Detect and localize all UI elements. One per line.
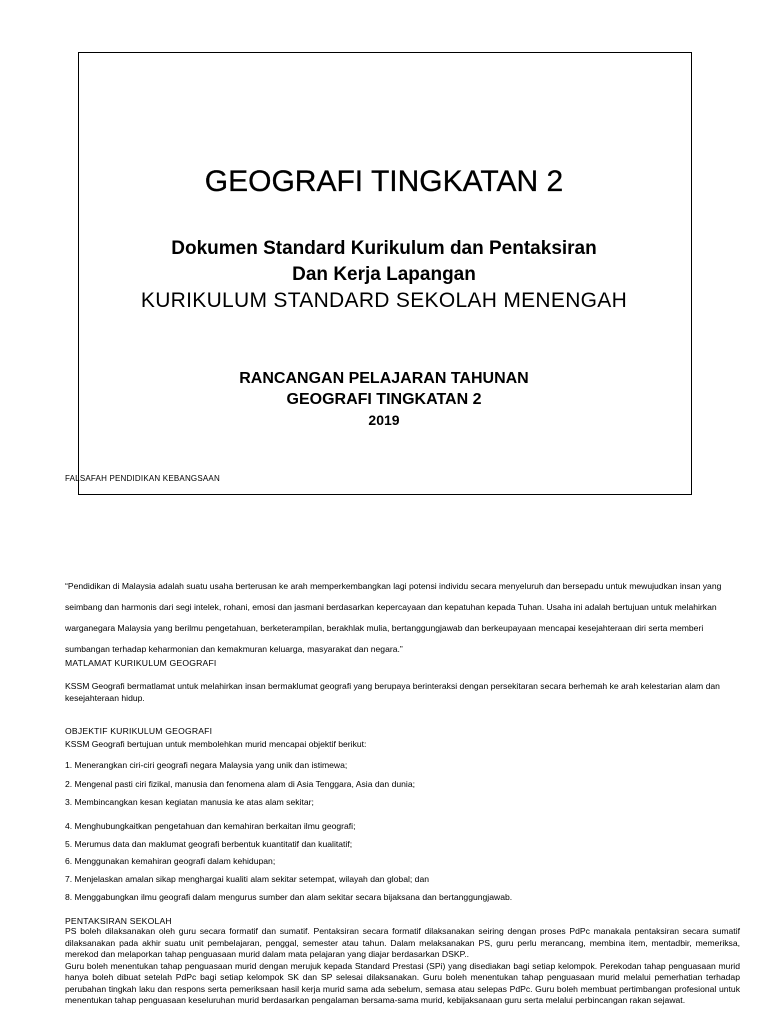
cover-subtitle-line3: KURIKULUM STANDARD SEKOLAH MENENGAH	[140, 289, 628, 312]
cover-subtitle-line2: Dan Kerja Lapangan	[292, 264, 476, 285]
matlamat-heading: MATLAMAT KURIKULUM GEOGRAFI	[65, 658, 217, 668]
falsafah-heading: FALSAFAH PENDIDIKAN KEBANGSAAN	[65, 474, 220, 483]
pentaksiran-heading: PENTAKSIRAN SEKOLAH	[65, 916, 172, 926]
objektif-item: 4. Menghubungkaitkan pengetahuan dan kemahiran berkaitan ilmu geografi;	[65, 821, 356, 831]
objektif-item: 2. Mengenal pasti ciri fizikal, manusia dan fenomena alam di Asia Tenggara, Asia dan dunia;	[65, 779, 416, 789]
cover-subtitle-line1: Dokumen Standard Kurikulum dan Pentaksiran	[171, 238, 597, 259]
cover-title: GEOGRAFI TINGKATAN 2	[204, 165, 564, 198]
objektif-item: 8. Menggabungkan ilmu geografi dalam mengurus sumber dan alam sekitar secara bijaksana dan bertanggungjawab.	[65, 892, 513, 902]
objektif-intro: KSSM Geografi bertujuan untuk membolehkan murid mencapai objektif berikut:	[65, 739, 367, 749]
pentaksiran-para1: PS boleh dilaksanakan oleh guru secara formatif dan sumatif. Pentaksiran secara formatif dilaksanakan seiring dengan proses PdPc manakala pentaksiran secara sumatif dilaksanakan pada akhir suatu unit pembelajaran, penggal, semester atau tahun. Dalam melaksanakan PS, guru perlu merancang, membina item, mentadbir, memeriksa, merekod dan melaporkan tahap penguasaan murid dalam mata pelajaran yang diajar berdasarkan DSKP..	[65, 926, 740, 959]
matlamat-text: KSSM Geografi bermatlamat untuk melahirkan insan bermaklumat geografi yang berupaya berinteraksi dengan persekitaran secara berhemah ke arah kelestarian alam dan kesejahteraan hidup.	[65, 681, 720, 703]
falsafah-text: “Pendidikan di Malaysia adalah suatu usaha berterusan ke arah memperkembangkan lagi potensi individu secara menyeluruh dan bersepadu untuk mewujudkan insan yang seimbang dan harmonis dari segi intelek, rohani, emosi dan jasmani berdasarkan kepercayaan dan kepatuhan kepada Tuhan. Usaha ini adalah bertujuan untuk melahirkan warganegara Malaysia yang berilmu pengetahuan, berketerampilan, berakhlak mulia, bertanggungjawab dan berkeupayaan mencapai kesejahteraan diri serta memberi sumbangan terhadap keharmonian dan kemakmuran keluarga, masyarakat dan negara.”	[65, 581, 722, 654]
pentaksiran-para2: Guru boleh menentukan tahap penguasaan murid dengan merujuk kepada Standard Prestasi (SPi) yang disediakan bagi setiap kelompok. Perekodan tahap penguasaan murid hanya boleh dibuat setelah PdPc bagi setiap kelompok SK dan SP selesai dilaksanakan. Guru boleh menentukan tahap penguasaan murid melalui pemerhatian terhadap perubahan tingkah laku dan respons serta pemeriksaan hasil kerja murid sama ada sebelum, semasa atau selepas PdPc. Guru boleh membuat pertimbangan profesional untuk menentukan tahap penguasaan keseluruhan murid berdasarkan pengalaman bersama-sama murid, kebijaksanaan guru serta melalui perbincangan rakan sejawat.	[65, 960, 740, 1005]
rpt-year: 2019	[368, 412, 400, 428]
objektif-item: 3. Membincangkan kesan kegiatan manusia ke atas alam sekitar;	[65, 797, 314, 807]
objektif-item: 7. Menjelaskan amalan sikap menghargai kualiti alam sekitar setempat, wilayah dan global; dan	[65, 874, 430, 884]
objektif-heading: OBJEKTIF KURIKULUM GEOGRAFI	[65, 726, 213, 736]
objektif-item: 5. Merumus data dan maklumat geografi berbentuk kuantitatif dan kualitatif;	[65, 839, 353, 849]
pentaksiran-body	[65, 926, 740, 1007]
objektif-item: 1. Menerangkan ciri-ciri geografi negara Malaysia yang unik dan istimewa;	[65, 760, 348, 770]
objektif-item: 6. Menggunakan kemahiran geografi dalam kehidupan;	[65, 856, 276, 866]
rpt-title-line1: RANCANGAN PELAJARAN TAHUNAN	[239, 370, 529, 387]
rpt-title-line2: GEOGRAFI TINGKATAN 2	[286, 391, 482, 408]
